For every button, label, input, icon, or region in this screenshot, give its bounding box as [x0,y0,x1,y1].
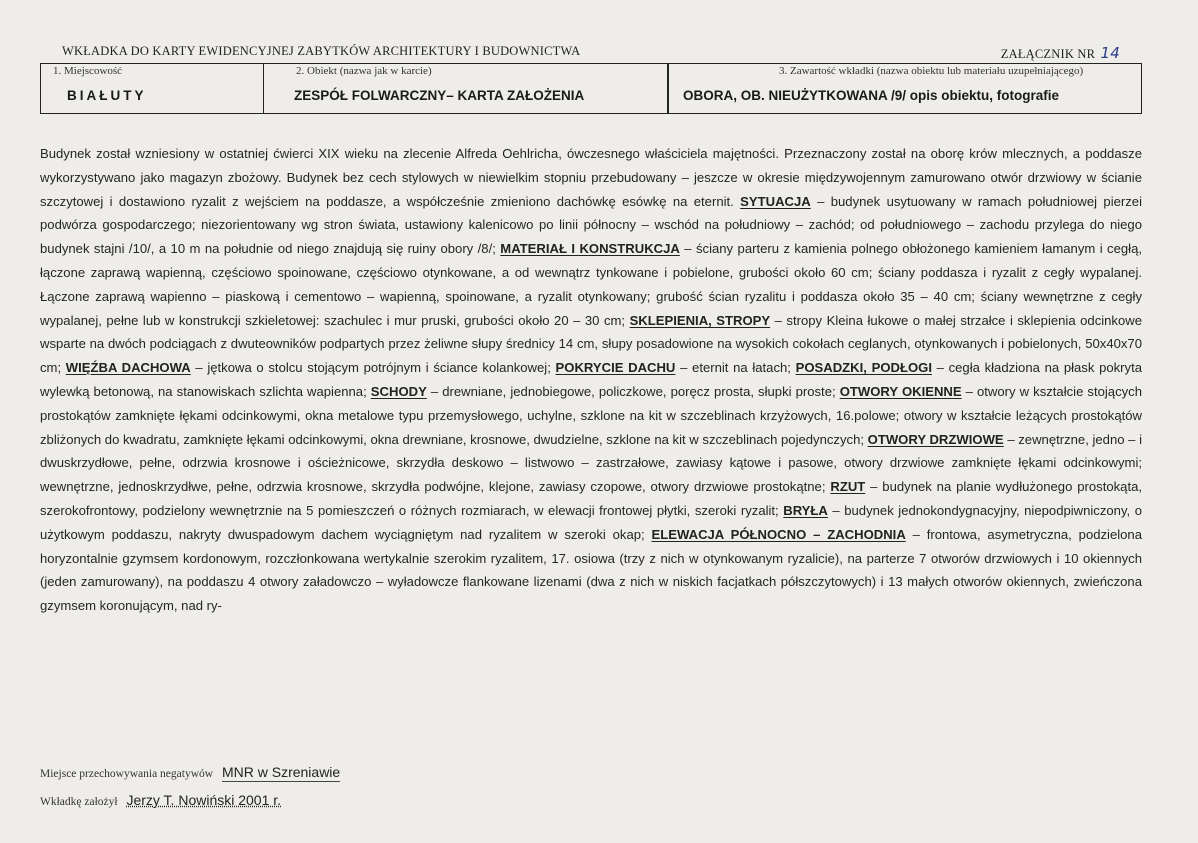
section-heading: SCHODY [370,383,427,399]
section-text: – zewnętrzne, jedno – i dwuskrzydłowe, pełne, odrzwia krosnowe i ościeżnicowe, skrzydła deskowo – listwowo – zastrzałowe, zawiasy kątowe i pasowe, otwory drzwiowe zamknięte łękami odcinkowymi; wewnętrzne, jednoskrzydłwe, pełne, odrzwia krosnowe, skrzydła podwójne, klejone, zawiasy czopowe, otwory drzwiowe prostokątne; [40,431,1143,495]
section-heading: SKLEPIENIA, STROPY [629,312,771,328]
header-table [40,63,1142,114]
attachment-number [1001,44,1120,62]
location-label: 1. Miejscowość [53,65,123,77]
location-value: BIAŁUTY [67,88,147,103]
section-text: – eternit na łatach; [675,360,796,376]
section-heading: ELEWACJA PÓŁNOCNO – ZACHODNIA [651,526,906,542]
section-text: – frontowa, asymetryczna, podzielona horyzontalnie gzymsem kordonowym, rozczłonkowana wertykalnie szerokim ryzalitem, 17. osiowa (trzy z nich w otynkowanym ryzalicie), na parterze 7 otworów drzwiowych i 10 okiennych (jeden zamurowany), na poddaszu 4 otwory załadowczo – wyładowcze flankowane lizenami (dwa z nich w niskich facjatkach półszczytowych) i 13 małych otworów okiennych, zwieńczona gzymsem koronującym, nad ry- [40,526,1142,614]
negatives-value: MNR w Szreniawie [221,764,341,780]
object-value: ZESPÓŁ FOLWARCZNY– KARTA ZAŁOŻENIA [294,88,585,103]
section-heading: SYTUACJA [740,193,811,209]
author-value: Jerzy T. Nowiński 2001 r. [126,792,282,808]
negatives-location [40,764,340,780]
section-text: – otwory w kształcie stojących prostokątów zamknięte łękami odcinkowymi, okna metalowe typu przemysłowego, uchylne, szklone na kit w szczeblinach krzyżowych, 16.polowe; otwory w kształcie leżących prostokątów zbliżonych do kwadratu, zamknięte łękami odcinkowymi, okna drewniane, krosnowe, dwudzielne, szklone na kit w szczeblinach pojedynczych; [40,383,1143,447]
section-heading: BRYŁA [783,502,828,518]
section-heading: POSADZKI, PODŁOGI [795,360,932,376]
section-text: Budynek został wzniesiony w ostatniej ćwierci XIX wieku na zlecenie Alfreda Oehlricha, ówczesnego właściciela majętności. Przeznaczony został na oborę krów mlecznych, a poddasze wykorzystywano jako magazyn zbożowy. Budynek bez cech stylowych w niewielkim stopniu przebudowany – jeszcze w okresie międzywojennym zamurowano otwór drzwiowy w ścianie szczytowej i dostawiono ryzalit z wejściem na poddasze, a współcześnie zmieniono dachówkę esówkę na eternit. [40,146,1142,209]
author-line [40,792,281,808]
contents-label: 3. Zawartość wkładki (nazwa obiektu lub materiału uzupełniającego) [779,65,1084,77]
section-text: – jętkowa o stolcu stojącym potrójnym i ściance kolankowej; [190,360,556,376]
document-title: WKŁADKA DO KARTY EWIDENCYJNEJ ZABYTKÓW ARCHITEKTURY I BUDOWNICTWA [62,44,581,58]
section-text: – budynek usytuowany w ramach południowej pierzei podwórza gospodarczego; niezorientowany wg stron świata, ustawiony kalenicowo po linii północny – wschód na południowy – zachód; od południowego – zachodu przylega do niego budynek stajni /10/, a 10 m na południe od niego znajdują się ruiny obory /8/; [40,193,1143,257]
object-label: 2. Obiekt (nazwa jak w karcie) [296,65,432,77]
negatives-label: Miejsce przechowywania negatywów [40,768,214,780]
section-heading: MATERIAŁ I KONSTRUKCJA [500,241,680,257]
attachment-label: ZAŁĄCZNIK NR [1000,47,1096,61]
section-heading: WIĘŹBA DACHOWA [65,360,191,376]
section-text: – budynek na planie wydłużonego prostokąta, szerokofrontowy, podzielony wewnętrznie na 5 pomieszczeń o różnych rozmiarach, w elewacji frontowej płytki, szeroki ryzalit; [40,479,1142,518]
contents-value: OBORA, OB. NIEUŻYTKOWANA /9/ opis obiektu, fotografie [683,88,1060,103]
section-text: – ściany parteru z kamienia polnego obłożonego kamieniem łamanym i cegłą, łączone zaprawą wapienną, częściowo spoinowane, częściowo otynkowane, a od wewnątrz tynkowane i pobielone, grubości około 60 cm; ściany poddasza i ryzalit z cegły wypalanej. Łączone zaprawą wapienno – piaskową i cementowo – wapienną, spoinowane, a ryzalit otynkowany; grubość ścian ryzalitu i poddasza około 35 – 40 cm; ściany wewnętrzne z cegły wypalanej, pełne lub w konstrukcji szkieletowej: szachulec i mur pruski, grubości około 20 – 30 cm; [40,241,1142,328]
attachment-number-value: 14 [1100,44,1120,62]
object-cell [263,64,667,113]
contents-cell [667,64,1140,113]
section-heading: OTWORY DRZWIOWE [867,431,1004,447]
section-text: – cegła kładziona na płask pokryta wylewką betonową, na stanowiskach szlichta wapienna; [40,360,1143,399]
description-text [40,142,1142,618]
section-heading: RZUT [830,479,866,495]
location-cell [41,64,263,113]
section-text: – stropy Kleina łukowe o małej strzałce i sklepienia odcinkowe wsparte na dwóch podciągach z dwuteowników podpartych przez żeliwne słupy średnicy 14 cm, słupy posadowione na wysokich cokołach ceglanych, otynkowanych i pobielonych, 50x40x70 cm; [40,312,1142,376]
section-text: – budynek jednokondygnacyjny, niepodpiwniczony, o użytkowym poddaszu, nakryty dwuspadowym dachem wyciągniętym nad ryzalitem w szeroki okap; [40,502,1143,542]
section-text: – drewniane, jednobiegowe, policzkowe, poręcz prosta, słupki proste; [426,383,840,399]
author-label: Wkładkę założył [40,796,118,808]
section-heading: OTWORY OKIENNE [839,383,962,399]
section-heading: POKRYCIE DACHU [555,360,676,376]
